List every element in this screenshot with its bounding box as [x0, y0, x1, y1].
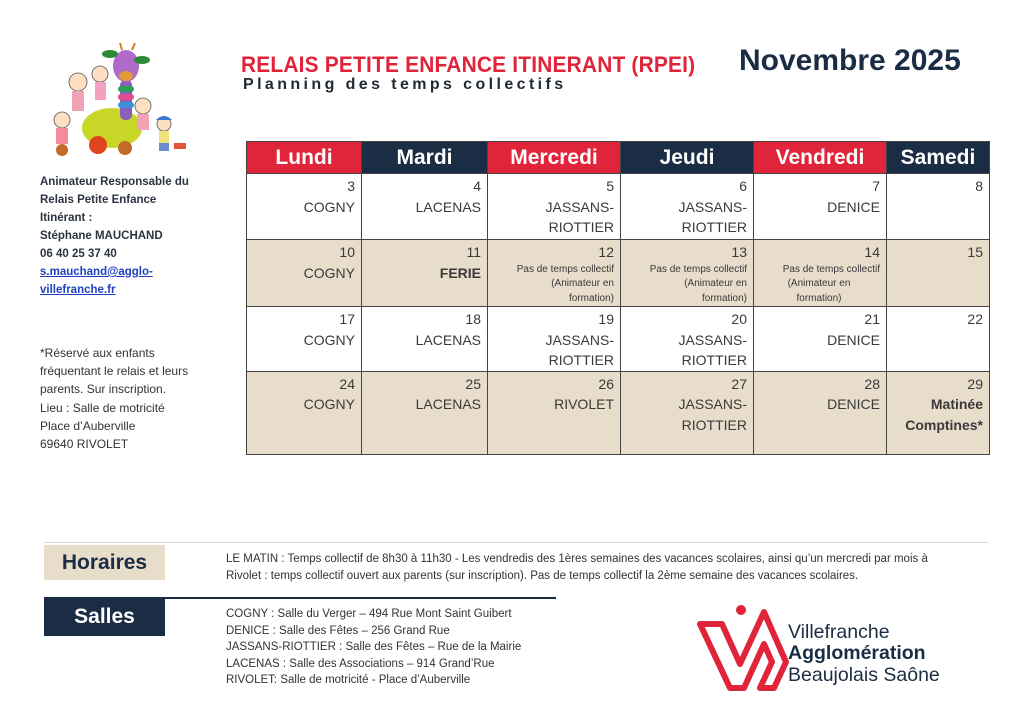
horaires-line: Rivolet : temps collectif ouvert aux parents (sur inscription). Pas de temps collectif la 2ème semaine des vacances scolaires. [226, 570, 859, 582]
day-number: 7 [872, 178, 880, 194]
horaires-line: LE MATIN : Temps collectif de 8h30 à 11h30 - Les vendredis des 1ères semaines des vacances scolaires, ainsi qu’un mercredi par mois à [226, 553, 928, 565]
day-number: 29 [967, 375, 983, 392]
calendar-day-cell [247, 371, 362, 454]
page-title: RELAIS PETITE ENFANCE ITINERANT (RPEI) [241, 52, 696, 77]
day-header-mardi: Mardi [362, 142, 488, 174]
day-number: 17 [339, 311, 355, 327]
location-label: DENICE [827, 331, 880, 348]
day-header-lundi: Lundi [247, 142, 362, 174]
no-session-note: (Animateur en [684, 278, 747, 289]
children-giraffe-illustration [40, 40, 190, 158]
location-label: JASSANS- [545, 331, 614, 348]
location-label: LACENAS [415, 331, 481, 348]
day-number: 5 [606, 178, 614, 194]
day-number: 6 [739, 178, 747, 194]
location-label: JASSANS- [545, 198, 614, 215]
no-session-note: formation) [568, 292, 614, 304]
calendar-week-row [247, 307, 990, 372]
calendar-day-cell [887, 174, 990, 240]
location-label: RIOTTIER [681, 416, 747, 433]
special-event-label: FERIE [439, 264, 481, 281]
divider [44, 542, 988, 543]
brand-line3: Beaujolais Saône [788, 664, 940, 686]
contact-name: Stéphane MAUCHAND [40, 230, 163, 242]
day-number: 28 [864, 375, 880, 392]
location-label: COGNY [303, 264, 355, 281]
calendar-day-cell [621, 371, 754, 454]
note-line: Place d’Auberville [40, 418, 136, 433]
calendar-week-row [247, 371, 990, 454]
location-label: RIOTTIER [548, 352, 614, 368]
location-label: JASSANS- [678, 198, 747, 215]
calendar-day-cell [621, 307, 754, 372]
horaires-label: Horaires [44, 545, 165, 580]
day-number: 11 [466, 244, 481, 260]
calendar-day-cell [754, 371, 887, 454]
email-part2[interactable]: villefranche.fr [40, 284, 116, 296]
location-label: COGNY [303, 396, 355, 412]
salle-item: DENICE : Salle des Fêtes – 256 Grand Rue [226, 624, 450, 637]
calendar-day-cell [488, 174, 621, 240]
calendar-day-cell [247, 240, 362, 307]
contact-role-line3: Itinérant : [40, 212, 93, 224]
note-line: *Réservé aux enfants [40, 346, 155, 360]
calendar-day-cell [754, 240, 887, 307]
calendar-header-row [247, 142, 990, 174]
salle-item: JASSANS-RIOTTIER : Salle des Fêtes – Rue de la Mairie [226, 641, 522, 653]
brand-line2: Agglomération [788, 642, 926, 664]
note-line: fréquentant le relais et leurs [40, 364, 189, 379]
no-session-note: formation) [796, 292, 842, 304]
no-session-note: (Animateur en [787, 278, 851, 289]
location-label: LACENAS [415, 198, 481, 215]
calendar-week-row [247, 240, 990, 307]
day-number: 26 [598, 375, 614, 392]
salle-item: RIVOLET: Salle de motricité - Place d’Auberville [226, 674, 471, 686]
salle-item: COGNY : Salle du Verger – 494 Rue Mont Saint Guibert [226, 608, 512, 620]
location-label: COGNY [303, 331, 355, 348]
calendar-day-cell [621, 240, 754, 307]
calendar-day-cell [621, 174, 754, 240]
location-label: JASSANS- [678, 331, 747, 348]
calendar-day-cell [754, 307, 887, 372]
no-session-note: formation) [701, 292, 747, 304]
day-header-mercredi: Mercredi [488, 142, 621, 174]
contact-role-line1: Animateur Responsable du [40, 176, 189, 188]
day-number: 3 [347, 178, 355, 194]
salles-label: Salles [44, 598, 165, 636]
location-label: COGNY [303, 198, 355, 215]
calendar-day-cell [887, 371, 990, 454]
day-number: 22 [967, 311, 983, 327]
calendar-day-cell [247, 174, 362, 240]
note-line: 69640 RIVOLET [40, 437, 129, 452]
no-session-note: Pas de temps collectif [649, 263, 747, 275]
salles-list [226, 606, 521, 689]
location-label: JASSANS- [678, 396, 747, 412]
month-title: Novembre 2025 [739, 44, 961, 77]
contact-phone: 06 40 25 37 40 [40, 248, 117, 260]
calendar-day-cell [488, 371, 621, 454]
salle-item: LACENAS : Salle des Associations – 914 Grand’Rue [226, 657, 495, 670]
calendar-day-cell [488, 307, 621, 372]
day-number: 24 [339, 375, 355, 392]
day-header-samedi: Samedi [887, 142, 990, 174]
day-number: 18 [465, 311, 481, 327]
location-label: RIOTTIER [548, 219, 614, 235]
day-number: 14 [864, 244, 880, 260]
calendar-day-cell [362, 371, 488, 454]
special-event-label: Comptines* [905, 416, 983, 433]
calendar-day-cell [887, 307, 990, 372]
day-number: 19 [598, 311, 614, 327]
contact-role-line2: Relais Petite Enfance [40, 194, 157, 206]
location-label: RIOTTIER [681, 352, 747, 368]
day-number: 27 [731, 375, 747, 392]
day-header-vendredi: Vendredi [754, 142, 887, 174]
day-header-jeudi: Jeudi [621, 142, 754, 174]
calendar-day-cell [754, 174, 887, 240]
day-number: 21 [864, 311, 880, 327]
location-label: DENICE [827, 198, 880, 215]
no-session-note: (Animateur en [551, 278, 614, 289]
no-session-note: Pas de temps collectif [782, 263, 880, 275]
contact-block [40, 173, 230, 299]
calendar-day-cell [362, 174, 488, 240]
calendar-table [246, 141, 990, 455]
no-session-note: Pas de temps collectif [516, 263, 614, 275]
day-number: 13 [731, 244, 747, 260]
day-number: 12 [598, 244, 614, 260]
day-number: 20 [731, 311, 747, 327]
location-label: LACENAS [415, 396, 481, 412]
location-label: RIOTTIER [681, 219, 747, 235]
special-event-label: Matinée [930, 396, 983, 412]
calendar-day-cell [488, 240, 621, 307]
contact-email-link[interactable] [40, 266, 153, 296]
brand-line1: Villefranche [788, 621, 890, 643]
location-label: RIVOLET [554, 396, 614, 412]
calendar-day-cell [247, 307, 362, 372]
day-number: 25 [465, 375, 481, 392]
day-number: 10 [339, 244, 355, 260]
calendar-day-cell [362, 240, 488, 307]
calendar-week-row [247, 174, 990, 240]
calendar-day-cell [887, 240, 990, 307]
note-line: parents. Sur inscription. [40, 382, 167, 397]
horaires-text [226, 551, 996, 585]
location-label: DENICE [827, 396, 880, 412]
day-number: 8 [975, 178, 983, 194]
calendar-day-cell [362, 307, 488, 372]
day-number: 15 [967, 244, 983, 260]
note-line: Lieu : Salle de motricité [40, 400, 165, 415]
day-number: 4 [473, 178, 481, 194]
email-part1[interactable]: s.mauchand@agglo- [40, 266, 153, 278]
page-subtitle: Planning des temps collectifs [243, 76, 567, 93]
reservation-note [40, 344, 230, 453]
